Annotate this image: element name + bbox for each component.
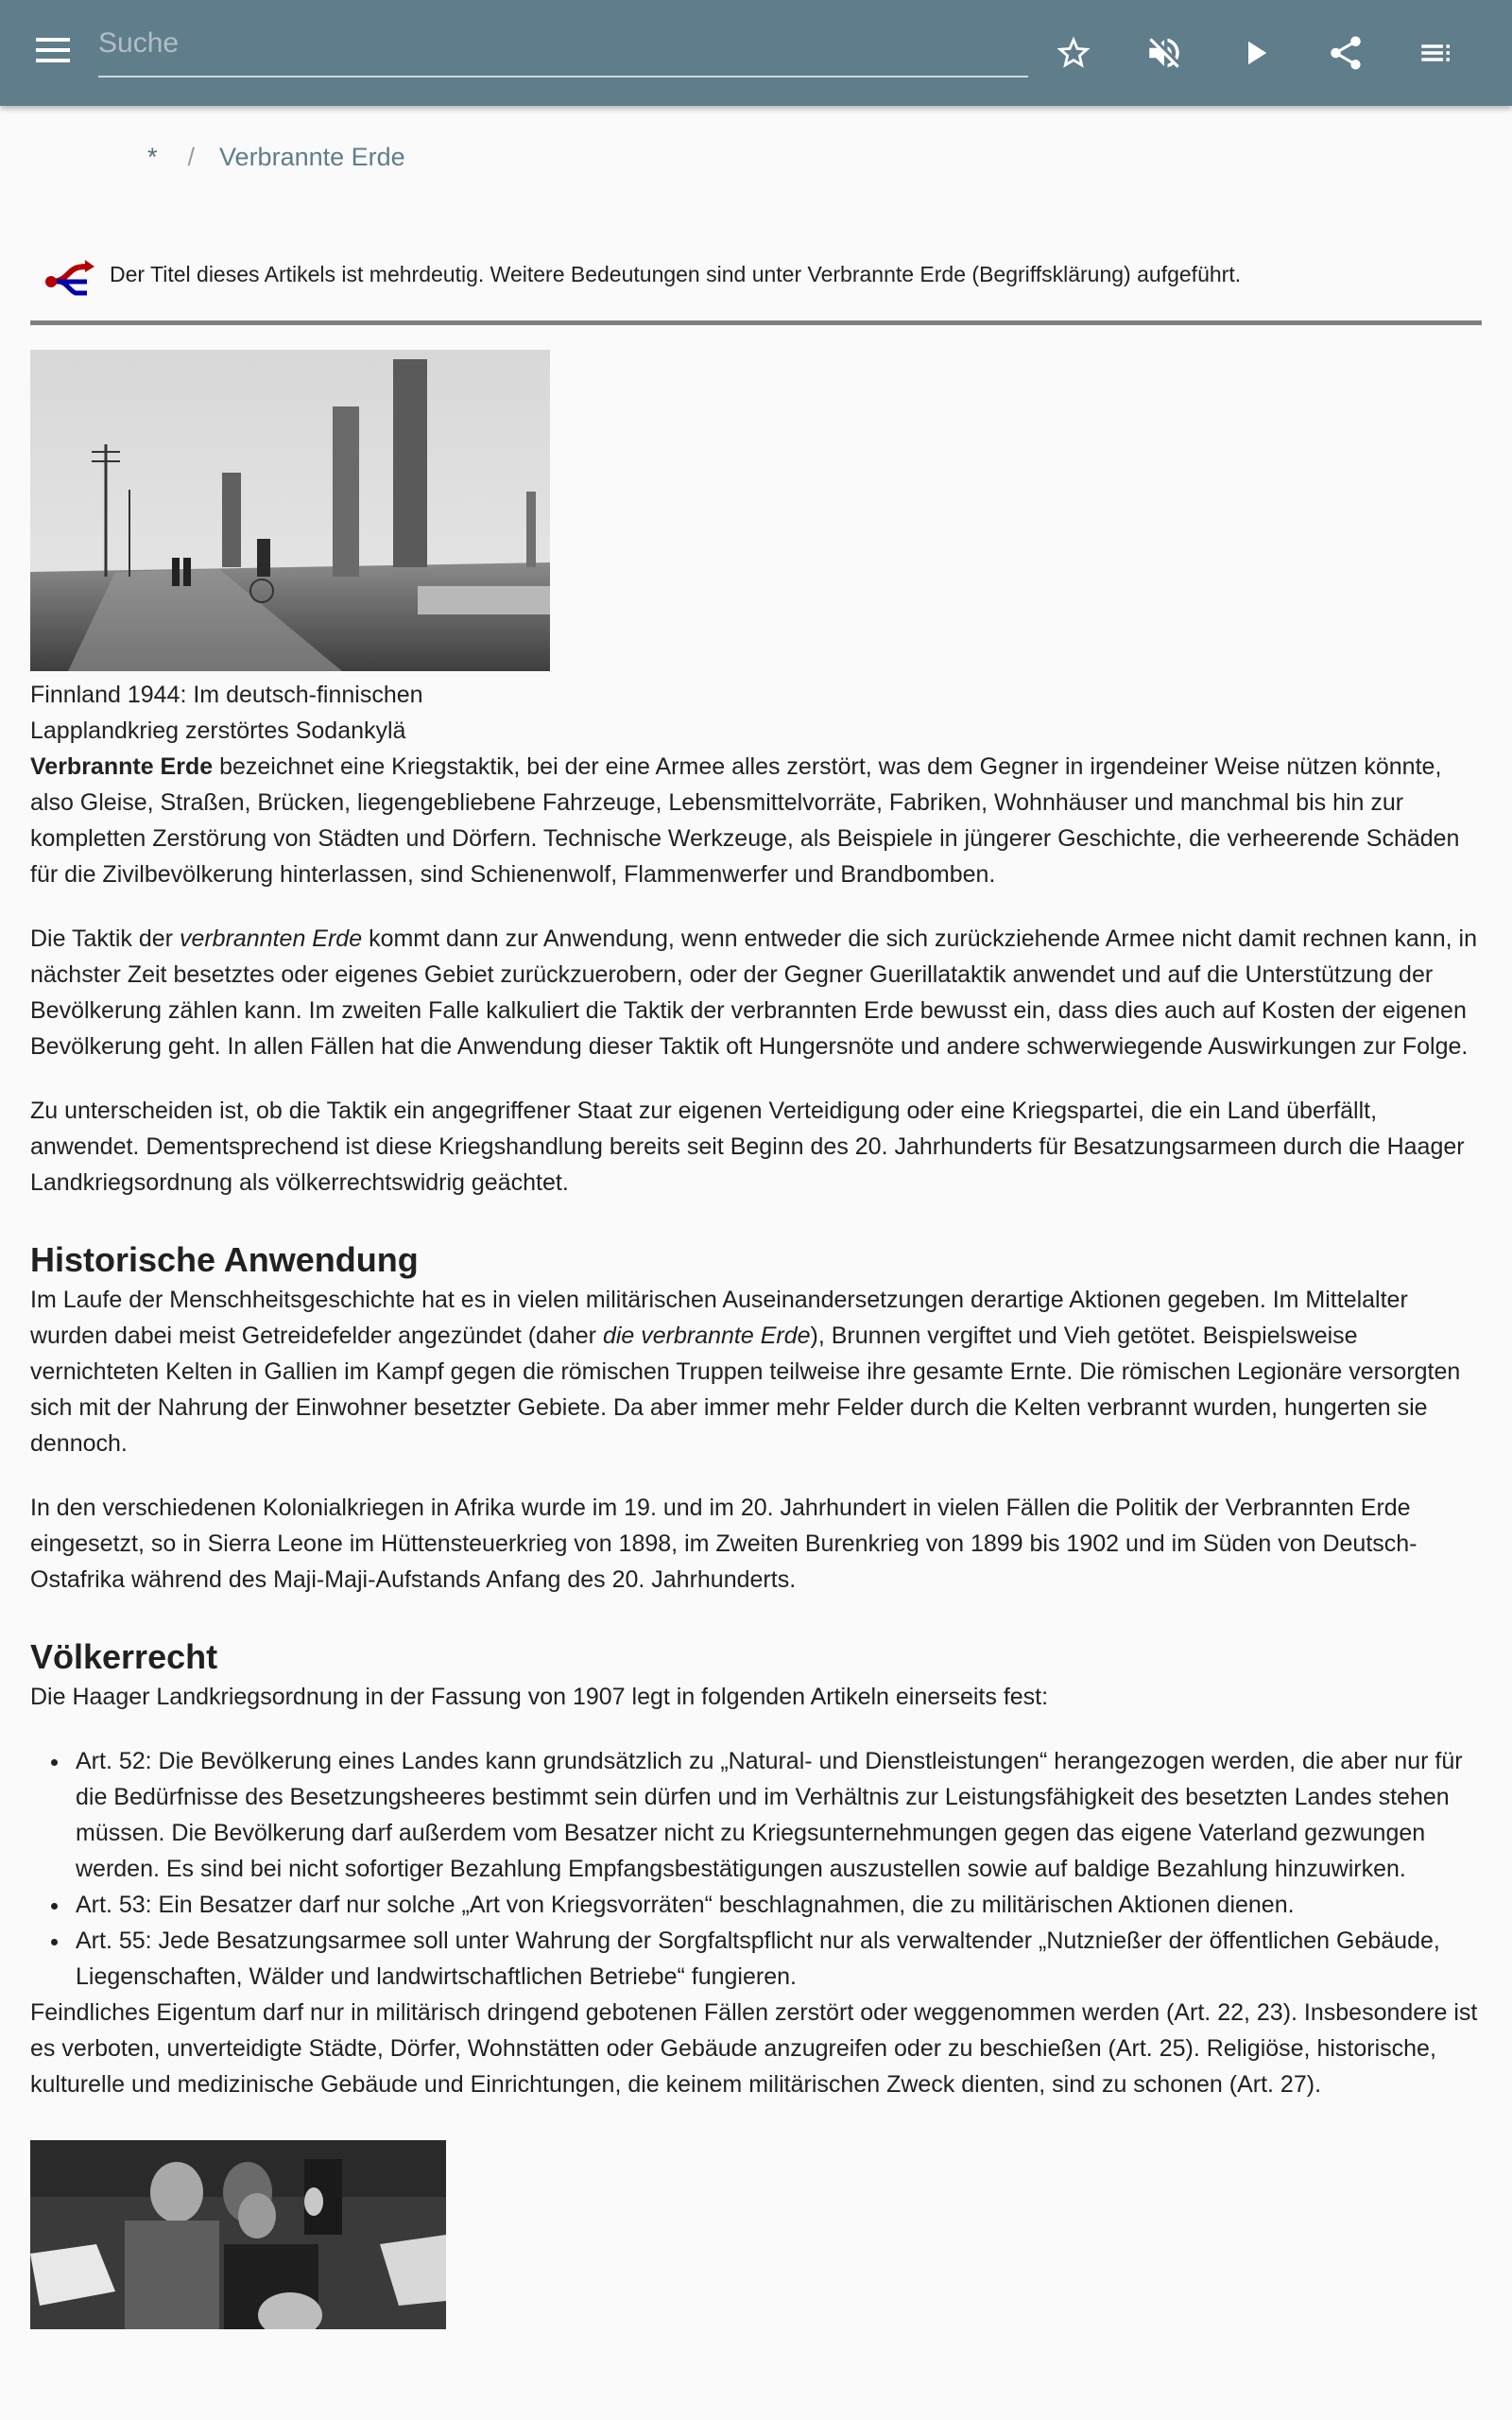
section-heading-voelkerrecht: Völkerrecht xyxy=(30,1637,218,1676)
intro-paragraph-3: Zu unterscheiden ist, ob die Taktik ein angegriffener Staat zur eigenen Verteidigung oder eine Kriegspartei, die ein Land überfällt, anwendet. Dementsprechend ist diese Kriegshandlung bereits seit Beginn des 20. Jahrhunderts für Besatzungsarmeen durch die Haager Landkriegsordnung als völkerrechtswidrig geächtet. xyxy=(30,1098,1465,1196)
voelkerrecht-intro: Die Haager Landkriegsordnung in der Fassung von 1907 legt in folgenden Artikeln einerseits fest: xyxy=(30,1684,1049,1710)
article-list xyxy=(30,1743,1482,1995)
bookmark-button[interactable] xyxy=(1049,28,1098,78)
play-icon xyxy=(1235,33,1275,73)
hatnote-text: Der Titel dieses Artikels ist mehrdeutig. Weitere Bedeutungen sind unter Verbrannte Erde (Begriffsklärung) aufgeführt. xyxy=(110,262,1242,286)
mute-button[interactable] xyxy=(1140,28,1189,78)
search-input[interactable] xyxy=(98,17,1028,70)
article-term: Verbrannte Erde xyxy=(30,753,214,780)
figure-caption: Finnland 1944: Im deutsch-finnischen Lapplandkrieg zerstörtes Sodankylä xyxy=(30,682,423,744)
toolbar-actions xyxy=(1049,28,1503,78)
share-icon xyxy=(1326,33,1366,73)
playlist-icon xyxy=(1417,33,1456,73)
figure-sodankyla-image[interactable] xyxy=(30,350,550,671)
figure-trial-image[interactable] xyxy=(30,2140,446,2329)
menu-icon xyxy=(36,38,70,42)
historisch-paragraph-2: In den verschiedenen Kolonialkriegen in Afrika wurde im 19. und im 20. Jahrhundert in vielen Fällen die Politik der Verbrannten Erde eingesetzt, so in Sierra Leone im Hüttensteuerkrieg von 1898, im Zweiten Burenkrieg von 1899 bis 1902 und im Süden von Deutsch-Ostafrika während des Maji-Maji-Aufstands Anfang des 20. Jahrhunderts. xyxy=(30,1495,1418,1593)
section-heading-historisch: Historische Anwendung xyxy=(30,1240,419,1279)
share-button[interactable] xyxy=(1321,28,1370,78)
star-outline-icon xyxy=(1054,33,1093,73)
intro-paragraph-2: Die Taktik der verbrannten Erde kommt dann zur Anwendung, wenn entweder die sich zurückziehende Armee nicht damit rechnen kann, in nächster Zeit besetztes oder eigenes Gebiet zurückzuerobern, oder der Gegner Guerillataktik anwendet und auf die Unterstützung der Bevölkerung zählen kann. Im zweiten Falle kalkuliert die Taktik der verbrannten Erde bewusst ein, dass dies auch auf Kosten der eigenen Bevölkerung geht. In allen Fällen hat die Anwendung dieser Taktik oft Hungersnöte und andere schwerwiegende Auswirkungen zur Folge. xyxy=(30,925,1477,1060)
search-field xyxy=(98,21,1028,78)
voelkerrecht-outro: Feindliches Eigentum darf nur in militärisch dringend gebotenen Fällen zerstört oder weggenommen werden (Art. 22, 23). Insbesondere ist es verboten, unverteidigte Städte, Dörfer, Wohnstätten oder Gebäude anzugreifen oder zu beschießen (Art. 25). Religiöse, historische, kulturelle und medizinische Gebäude und Einrichtungen, die keinem militärischen Zweck dienten, sind zu schonen (Art. 27). xyxy=(30,1999,1478,2098)
list-item: Art. 53: Ein Besatzer darf nur solche „Art von Kriegsvorräten“ beschlagnahmen, die zu militärischen Aktionen dienen. xyxy=(76,1887,1482,1923)
disambiguation-link[interactable]: Verbrannte Erde (Begriffsklärung) xyxy=(807,262,1131,286)
breadcrumb-home[interactable]: * xyxy=(147,143,158,171)
intro-paragraph-1: Verbrannte Erde bezeichnet eine Kriegstaktik, bei der eine Armee alles zerstört, was dem Gegner in irgendeiner Weise nützen könnte, also Gleise, Straßen, Brücken, liegengebliebene Fahrzeuge, Lebensmittelvorräte, Fabriken, Wohnhäuser und manchmal bis hin zur kompletten Zerstörung von Städten und Dörfern. Technische Werkzeuge, als Beispiele in jüngerer Geschichte, die verheerende Schäden für die Zivilbevölkerung hinterlassen, sind Schienenwolf, Flammenwerfer und Brandbomben. xyxy=(30,753,1460,888)
breadcrumb-separator: / xyxy=(187,143,196,171)
list-item: Art. 55: Jede Besatzungsarmee soll unter Wahrung der Sorgfaltspflicht nur als verwaltender „Nutznießer der öffentlichen Gebäude, Liegenschaften, Wälder und landwirtschaftlichen Betriebe“ fungieren. xyxy=(76,1923,1482,1995)
breadcrumb xyxy=(147,140,405,174)
article-content xyxy=(30,350,1482,2329)
menu-button[interactable] xyxy=(32,38,70,68)
disambiguation-hatnote xyxy=(30,253,1482,325)
contents-button[interactable] xyxy=(1412,28,1461,78)
list-item: Art. 52: Die Bevölkerung eines Landes kann grundsätzlich zu „Natural- und Dienstleistungen“ herangezogen werden, die aber nur für die Bedürfnisse des Besetzungsheeres bestimmt sein dürfen und im Verhältnis zur Leistungsfähigkeit des besetzten Landes stehen müssen. Die Bevölkerung darf außerdem vom Besatzer nicht zu Kriegsunternehmungen gegen das eigene Vaterland gezwungen werden. Es sind bei nicht sofortiger Bezahlung Empfangsbestätigungen auszustellen sowie auf baldige Bezahlung hinzuwirken. xyxy=(76,1743,1482,1887)
disambiguation-icon xyxy=(43,257,94,297)
volume-off-icon xyxy=(1144,33,1184,73)
historisch-paragraph-1: Im Laufe der Menschheitsgeschichte hat es in vielen militärischen Auseinandersetzungen derartige Aktionen gegeben. Im Mittelalter wurden dabei meist Getreidefelder angezündet (daher die verbrannte Erde), Brunnen vergiftet und Vieh getötet. Beispielsweise vernichteten Kelten in Gallien im Kampf gegen die römischen Truppen teilweise ihre gesamte Ernte. Die römischen Legionäre versorgten sich mit der Nahrung der Einwohner besetzter Gebiete. Da aber immer mehr Felder durch die Kelten verbrannt wurden, hungerten sie dennoch. xyxy=(30,1287,1461,1457)
breadcrumb-current: Verbrannte Erde xyxy=(219,143,405,171)
app-bar xyxy=(0,0,1512,106)
play-button[interactable] xyxy=(1230,28,1280,78)
